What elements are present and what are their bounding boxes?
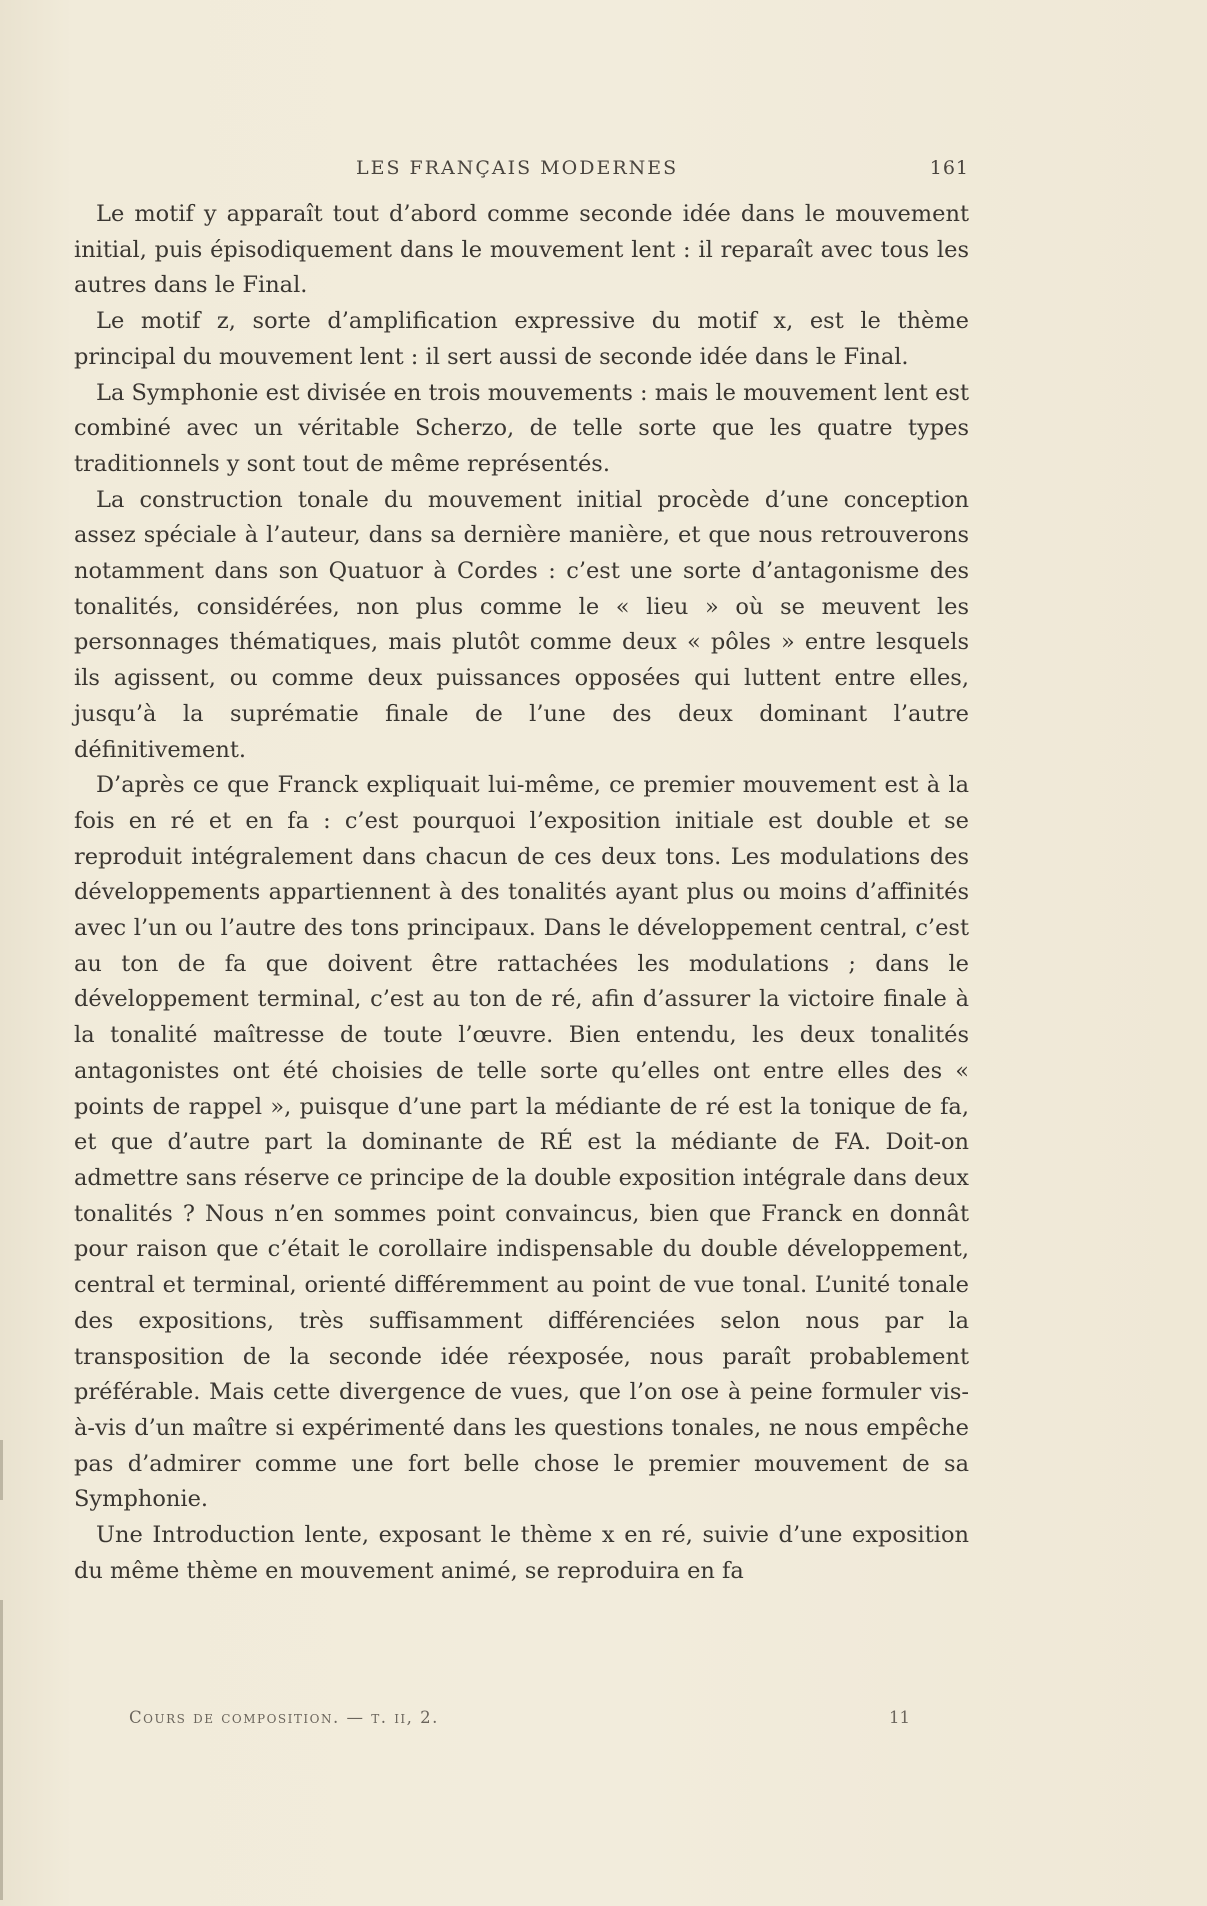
body-text bbox=[74, 197, 969, 1589]
paragraph: Le motif y apparaît tout d’abord comme seconde idée dans le mouvement initial, puis épisodiquement dans le mouvement lent : il reparaît avec tous les autres dans le Final. bbox=[74, 201, 969, 299]
sheet-number: 11 bbox=[889, 1708, 910, 1727]
page-number: 161 bbox=[929, 157, 969, 179]
paragraph: La Symphonie est divisée en trois mouvements : mais le mouvement lent est combiné avec un véritable Scherzo, de telle sorte que les quatre types traditionnels y sont tout de même représentés. bbox=[74, 379, 969, 477]
page-header bbox=[74, 153, 969, 183]
running-title: LES FRANÇAIS MODERNES bbox=[356, 157, 679, 179]
paragraph: Le motif z, sorte d’amplification expressive du motif x, est le thème principal du mouvement lent : il sert aussi de seconde idée dans le Final. bbox=[74, 308, 969, 370]
paragraph: D’après ce que Franck expliquait lui-même, ce premier mouvement est à la fois en ré et en fa : c’est pourquoi l’exposition initiale est double et se reproduit intégralement dans chacun de ces deux tons. Les modulations des développements appartiennent à des tonalités ayant plus ou moins d’affinités avec l’un ou l’autre des tons principaux. Dans le développement central, c’est au ton de fa que doivent être rattachées les modulations ; dans le développement terminal, c’est au ton de ré, afin d’assurer la victoire finale à la tonalité maîtresse de toute l’œuvre. Bien entendu, les deux tonalités antagonistes ont été choisies de telle sorte qu’elles ont entre elles des « points de rappel », puisque d’une part la médiante de ré est la tonique de fa, et que d’autre part la dominante de RÉ est la médiante de FA. Doit-on admettre sans réserve ce principe de la double exposition intégrale dans deux tonalités ? Nous n’en sommes point convaincus, bien que Franck en donnât pour raison que c’était le corollaire indispensable du double développement, central et terminal, orienté différemment au point de vue tonal. L’unité tonale des expositions, très suffisamment différenciées selon nous par la transposition de la seconde idée réexposée, nous paraît probablement préférable. Mais cette divergence de vues, que l’on ose à peine formuler vis-à-vis d’un maître si expérimenté dans les questions tonales, ne nous empêche pas d’admirer comme une fort belle chose le premier mouvement de sa Symphonie. bbox=[74, 772, 969, 1513]
page-edge-mark bbox=[0, 1600, 3, 1900]
page-edge-mark bbox=[0, 1440, 3, 1500]
paragraph: La construction tonale du mouvement initial procède d’une conception assez spéciale à l’auteur, dans sa dernière manière, et que nous retrouverons notamment dans son Quatuor à Cordes : c’est une sorte d’antagonisme des tonalités, considérées, non plus comme le « lieu » où se meuvent les personnages thématiques, mais plutôt comme deux « pôles » entre lesquels ils agissent, ou comme deux puissances opposées qui luttent entre elles, jusqu’à la suprématie finale de l’une des deux dominant l’autre définitivement. bbox=[74, 486, 969, 763]
paragraph: Une Introduction lente, exposant le thème x en ré, suivie d’une exposition du même thème en mouvement animé, se reproduira en fa bbox=[74, 1522, 969, 1584]
page-footer bbox=[74, 1706, 969, 1734]
signature-mark: Cours de composition. — t. ii, 2. bbox=[129, 1708, 439, 1727]
